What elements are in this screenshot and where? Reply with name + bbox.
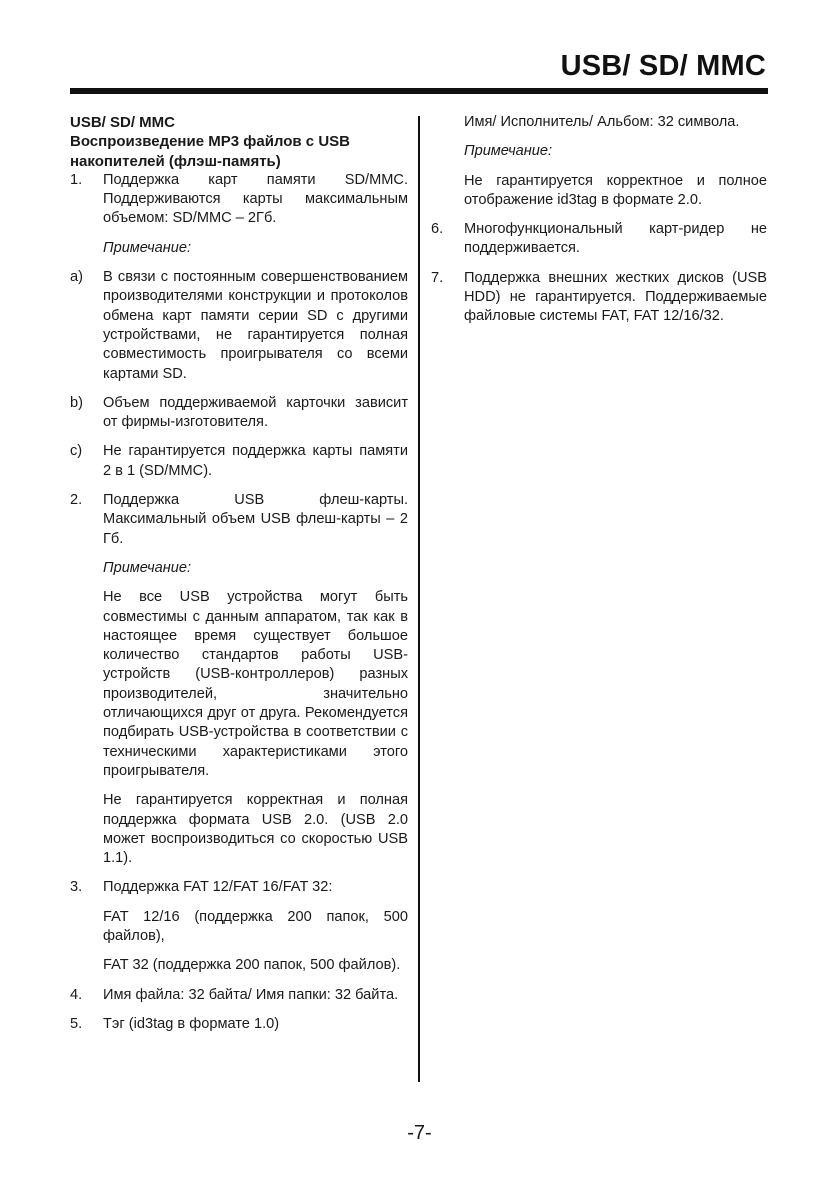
list-item-3 <box>70 878 408 897</box>
list-marker: 4. <box>70 986 83 1003</box>
list-item-text: Поддержка USB флеш-карты. Максимальный объем USB флеш-карты – 2 Гб. <box>103 492 408 547</box>
list-item-text: Многофункциональный карт-ридер не поддерживается. <box>464 221 767 257</box>
right-column <box>431 113 767 337</box>
list-marker: 3. <box>70 879 83 896</box>
left-column <box>70 113 408 1044</box>
list-item-5 <box>70 1015 408 1034</box>
list-item-1 <box>70 171 408 229</box>
note-label: Примечание: <box>103 559 192 576</box>
list-item-4 <box>70 986 408 1005</box>
list-marker: c) <box>70 443 83 460</box>
list-item-text: В связи с постоянным совершенствованием производителями конструкции и протоколов обмена карт памяти серии SD с другими устройствами, не гарантируется полная совместимость проигрывателя со всеми картами SD. <box>103 269 408 382</box>
section-heading: USB/ SD/ MMC <box>70 114 175 131</box>
note-paragraph: Не гарантируется корректная и полная поддержка формата USB 2.0. (USB 2.0 может воспроизводиться со скоростью USB 1.1). <box>103 792 408 867</box>
list-marker: 2. <box>70 492 83 509</box>
list-item-text: Имя файла: 32 байта/ Имя папки: 32 байта. <box>103 986 399 1003</box>
list-item-c <box>70 442 408 481</box>
list-item-text: Объем поддерживаемой карточки зависит от фирмы-изготовителя. <box>103 394 408 431</box>
column-divider <box>418 116 420 1082</box>
list-item-6 <box>431 220 767 259</box>
list-item-text: Поддержка карт памяти SD/MMC. Поддерживаются карты максимальным объемом: SD/MMC – 2Гб. <box>103 171 408 227</box>
note-label: Примечание: <box>103 239 192 256</box>
note-paragraph: Не гарантируется корректное и полное отображение id3tag в формате 2.0. <box>464 172 767 208</box>
list-item-2 <box>70 491 408 549</box>
continuation-paragraph: Имя/ Исполнитель/ Альбом: 32 символа. <box>464 114 740 130</box>
list-item-text: Поддержка внешних жестких дисков (USB HDD) не гарантируется. Поддерживаемые файловые системы FAT, FAT 12/16/32. <box>464 269 767 325</box>
subsection-heading: Воспроизведение MP3 файлов с USB накопителей (флэш-память) <box>70 133 350 170</box>
list-item-a <box>70 268 408 384</box>
list-item-b <box>70 394 408 433</box>
list-item-7 <box>431 269 767 327</box>
list-marker: a) <box>70 269 83 286</box>
detail-paragraph: FAT 12/16 (поддержка 200 папок, 500 файлов), <box>103 908 408 944</box>
detail-paragraph: FAT 32 (поддержка 200 папок, 500 файлов). <box>103 957 401 974</box>
page-number: -7- <box>407 1122 432 1144</box>
header-rule <box>70 88 768 94</box>
list-marker: b) <box>70 394 83 411</box>
list-item-text: Поддержка FAT 12/FAT 16/FAT 32: <box>103 879 333 896</box>
list-marker: 6. <box>431 221 444 238</box>
list-marker: 7. <box>431 269 444 286</box>
list-item-text: Тэг (id3tag в формате 1.0) <box>103 1015 280 1032</box>
list-marker: 1. <box>70 171 83 188</box>
page-title: USB/ SD/ MMC <box>560 50 766 82</box>
note-paragraph: Не все USB устройства могут быть совместимы с данным аппаратом, так как в настоящее время существует большое количество стандартов работы USB-устройств (USB-контроллеров) разных производителей, значительно отличающихся друг от друга. Рекомендуется подбирать USB-устройства в соответствии с техническими характеристиками этого проигрывателя. <box>103 589 408 779</box>
list-item-text: Не гарантируется поддержка карты памяти 2 в 1 (SD/MMC). <box>103 443 408 479</box>
list-marker: 5. <box>70 1015 83 1032</box>
note-label: Примечание: <box>464 143 553 160</box>
